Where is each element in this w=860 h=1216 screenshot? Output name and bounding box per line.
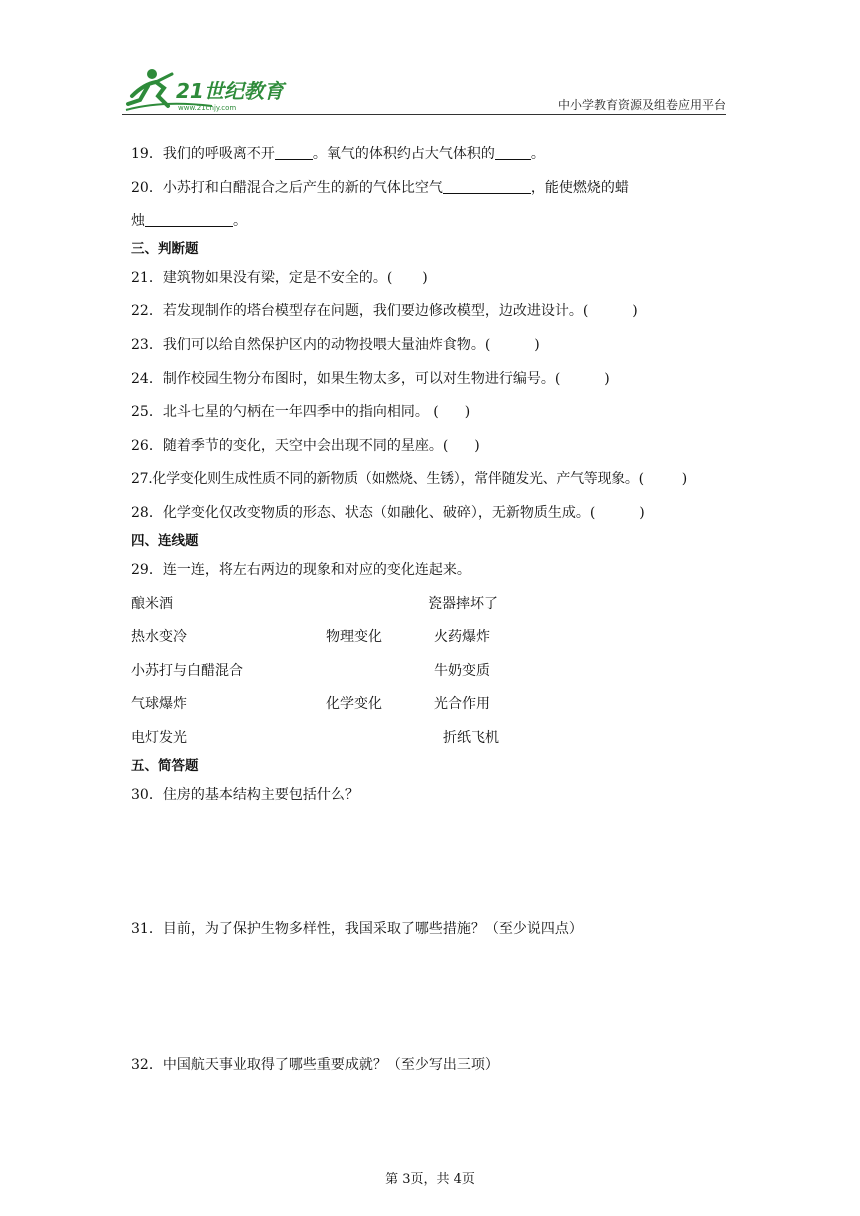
match-left-item[interactable]: 电灯发光	[131, 730, 187, 746]
question-28: 28．化学变化仅改变物质的形态、状态（如融化、破碎），无新物质生成。( )	[131, 505, 645, 521]
answer-blank[interactable]	[443, 179, 531, 194]
match-right-item[interactable]: 火药爆炸	[434, 629, 490, 645]
svg-text:www.21cnjy.com: www.21cnjy.com	[178, 104, 237, 112]
question-30: 30．住房的基本结构主要包括什么？	[131, 787, 359, 803]
match-left-item[interactable]: 小苏打与白醋混合	[131, 663, 243, 679]
question-29: 29．连一连，将左右两边的现象和对应的变化连起来。	[131, 562, 471, 578]
match-left-item[interactable]: 气球爆炸	[131, 696, 187, 712]
question-20-cont: 烛 。	[131, 213, 247, 229]
match-left-item[interactable]: 酿米酒	[131, 596, 173, 612]
question-27: 27.化学变化则生成性质不同的新物质（如燃烧、生锈），常伴随发光、产气等现象。( )	[131, 471, 687, 487]
match-right-item[interactable]: 瓷器摔坏了	[428, 596, 498, 612]
section-title-matching: 四、连线题	[131, 533, 199, 549]
match-left-item[interactable]: 热水变冷	[131, 629, 187, 645]
match-middle-item[interactable]: 化学变化	[326, 696, 382, 712]
answer-blank[interactable]	[275, 145, 313, 160]
section-title-short-answer: 五、简答题	[131, 758, 199, 774]
logo-icon	[122, 66, 292, 114]
question-23: 23．我们可以给自然保护区内的动物投喂大量油炸食物。( )	[131, 337, 540, 353]
question-24: 24．制作校园生物分布图时，如果生物太多，可以对生物进行编号。( )	[131, 371, 610, 387]
section-title-judge: 三、判断题	[131, 241, 199, 257]
match-right-item[interactable]: 牛奶变质	[434, 663, 490, 679]
page-number: 第 3页，共 4页	[385, 1172, 475, 1187]
platform-label: 中小学教育资源及组卷应用平台	[557, 98, 726, 112]
question-25: 25．北斗七星的勺柄在一年四季中的指向相同。 ( )	[131, 404, 471, 420]
question-19: 19．我们的呼吸离不开 。氧气的体积约占大气体积的 。	[131, 146, 545, 162]
match-right-item[interactable]: 折纸飞机	[443, 730, 499, 746]
question-20: 20．小苏打和白醋混合之后产生的新的气体比空气 ，能使燃烧的蜡	[131, 180, 629, 196]
question-22: 22．若发现制作的塔台模型存在问题，我们要边修改模型，边改进设计。( )	[131, 303, 638, 319]
answer-blank[interactable]	[495, 145, 531, 160]
question-21: 21．建筑物如果没有梁，定是不安全的。( )	[131, 270, 428, 286]
answer-blank[interactable]	[145, 212, 233, 227]
svg-text:21世纪教育: 21世纪教育	[176, 79, 284, 103]
page-header	[122, 66, 726, 116]
question-32: 32．中国航天事业取得了哪些重要成就？（至少写出三项）	[131, 1057, 499, 1073]
match-right-item[interactable]: 光合作用	[434, 696, 490, 712]
match-middle-item[interactable]: 物理变化	[326, 629, 382, 645]
question-26: 26．随着季节的变化，天空中会出现不同的星座。( )	[131, 438, 480, 454]
question-31: 31．目前，为了保护生物多样性，我国采取了哪些措施？（至少说四点）	[131, 921, 583, 937]
header-divider	[122, 114, 726, 115]
